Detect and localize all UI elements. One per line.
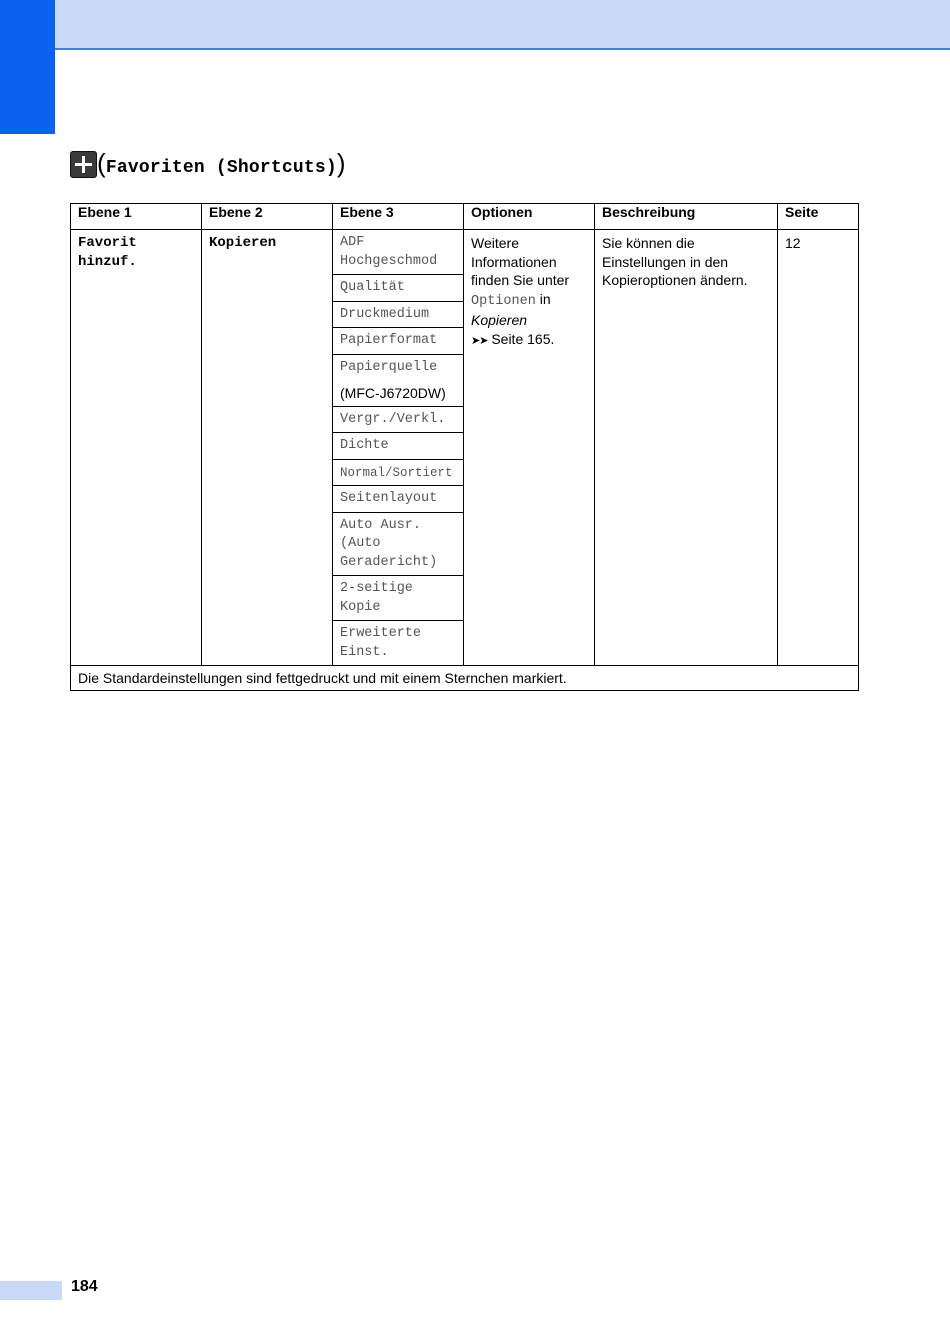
level3-item — [333, 302, 463, 329]
level3-text: Auto Ausr. — [340, 517, 422, 533]
level1-cell — [71, 230, 202, 666]
table-footer-note: Die Standardeinstellungen sind fettgedruckt und mit einem Sternchen markiert. — [71, 666, 859, 691]
page-value: 12 — [785, 235, 801, 251]
header-optionen: Optionen — [464, 204, 595, 230]
header-ebene-1: Ebene 1 — [71, 204, 202, 230]
level3-item — [333, 513, 463, 577]
level3-text: ADF — [340, 235, 365, 250]
level3-item — [333, 486, 463, 513]
chapter-tab — [0, 0, 55, 134]
level3-text: Vergr./Verkl. — [340, 411, 446, 427]
level3-text: Kopie — [340, 599, 381, 615]
header-ebene-3: Ebene 3 — [333, 204, 464, 230]
description-line: Sie können die — [602, 235, 695, 251]
level3-text: Geradericht) — [340, 554, 438, 570]
level3-text: Dichte — [340, 438, 389, 453]
level2-cell — [202, 230, 333, 666]
level3-item — [333, 460, 463, 487]
section-heading — [70, 148, 346, 180]
level3-item — [333, 328, 463, 355]
description-line: Einstellungen in den — [602, 253, 729, 270]
page-number-tab — [0, 1281, 62, 1300]
header-band — [55, 0, 950, 50]
level1-line: Favorit — [78, 235, 137, 251]
level3-item — [333, 355, 463, 407]
level3-text: Seitenlayout — [340, 491, 438, 506]
level1-line: hinzuf. — [78, 253, 137, 270]
table-footer-row — [71, 666, 859, 691]
table-header-row — [71, 204, 859, 230]
level3-item — [333, 230, 463, 275]
level3-item — [333, 621, 463, 665]
level3-text: Papierquelle — [340, 359, 438, 375]
level3-item — [333, 407, 463, 434]
section-title-text: Favoriten (Shortcuts) — [105, 158, 337, 178]
level3-text: 2-seitige — [340, 581, 413, 596]
options-italic: Kopieren — [471, 312, 528, 328]
level3-text: Papierformat — [340, 333, 438, 348]
double-arrow-icon: ➤➤ — [471, 334, 488, 347]
page-number: 184 — [71, 1278, 98, 1295]
level3-text: (Auto — [340, 536, 381, 551]
settings-table — [70, 203, 859, 691]
options-line: finden Sie unter — [471, 272, 570, 288]
level3-text: Hochgeschmod — [340, 253, 438, 269]
close-paren: ) — [336, 148, 346, 178]
page-reference-link[interactable]: Seite 165. — [487, 330, 555, 347]
level3-item — [333, 275, 463, 302]
options-in: in — [535, 290, 551, 307]
open-paren: ( — [97, 148, 106, 178]
level3-text: Einst. — [340, 644, 389, 660]
papierquelle-note: (MFC-J6720DW) — [340, 385, 446, 401]
description-line: Kopieroptionen ändern. — [602, 272, 748, 288]
options-line: Informationen — [471, 253, 557, 270]
level2-text: Kopieren — [209, 235, 277, 251]
header-ebene-2: Ebene 2 — [202, 204, 333, 230]
level3-item — [333, 433, 463, 460]
plus-icon — [70, 151, 97, 178]
level3-text: Qualität — [340, 280, 405, 295]
header-seite: Seite — [778, 204, 859, 230]
level3-text: Normal/Sortiert — [340, 465, 453, 480]
section-title — [97, 150, 346, 178]
page-cell — [778, 230, 859, 666]
table-row — [71, 230, 859, 666]
description-cell — [595, 230, 778, 666]
level3-item — [333, 576, 463, 621]
level3-text: Druckmedium — [340, 306, 430, 322]
options-line: Weitere — [471, 235, 519, 251]
level3-text: Erweiterte — [340, 626, 422, 641]
level3-cell — [333, 230, 464, 666]
options-cell — [464, 230, 595, 666]
options-code: Optionen — [471, 293, 536, 309]
header-beschreibung: Beschreibung — [595, 204, 778, 230]
